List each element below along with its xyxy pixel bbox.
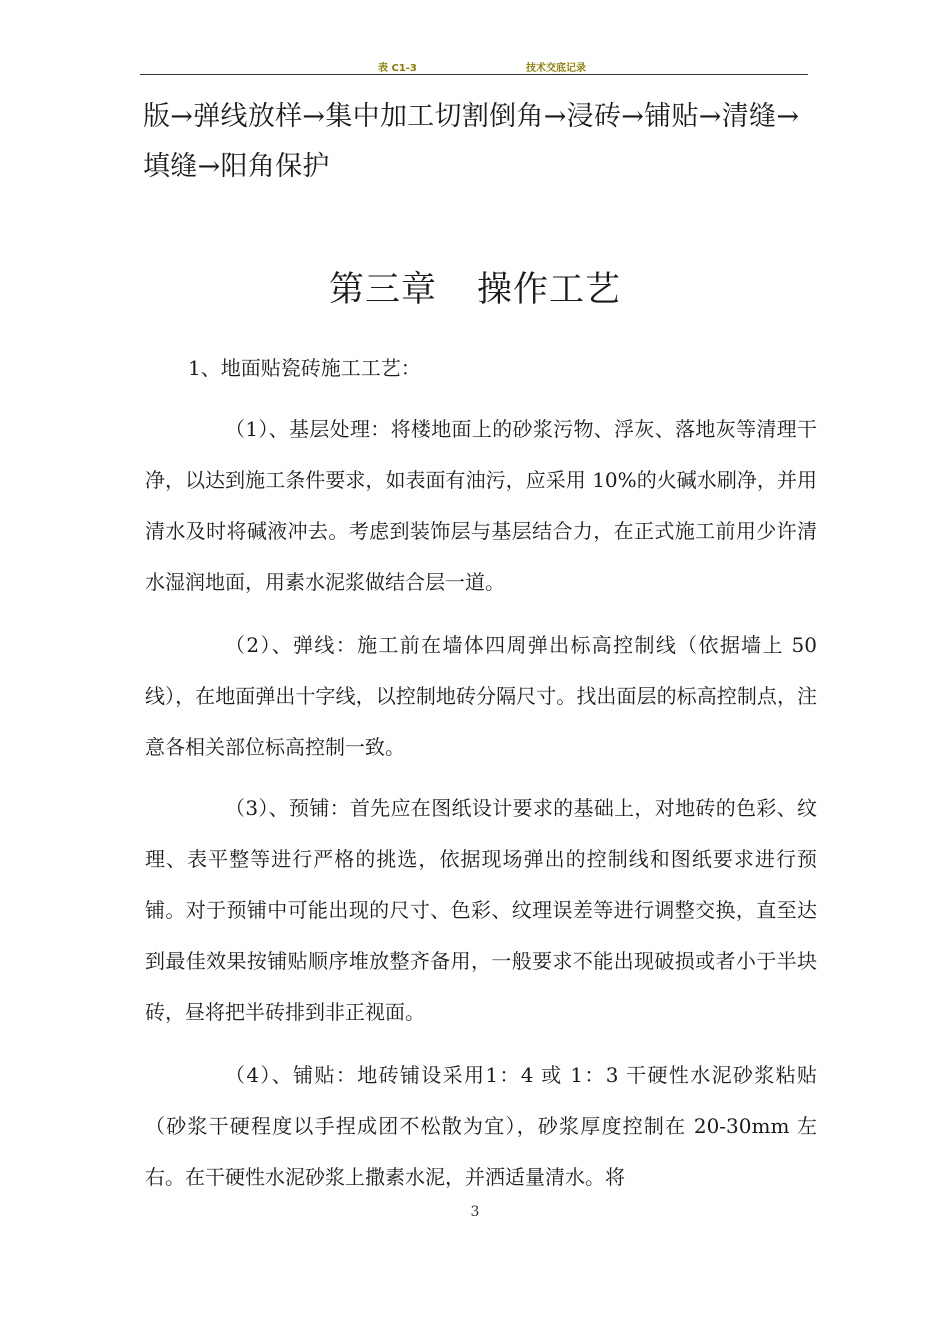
paragraph-base-treatment: [145, 404, 817, 608]
chapter-heading: [0, 266, 950, 314]
process-flow-text: 版→弹线放样→集中加工切割倒角→浸砖→铺贴→清缝→填缝→阳角保护: [143, 101, 800, 182]
paragraph-tiling: [145, 1050, 817, 1203]
form-code: 表 C1-3: [378, 63, 417, 74]
chapter-number: 第三章: [328, 270, 437, 310]
paragraph-text: （2）、弹线：施工前在墙体四周弹出标高控制线（依据墙上 50 线），在地面弹出十字线，以控制地砖分隔尺寸。找出面层的标高控制点，注意各相关部位标高控制一致。: [145, 633, 817, 759]
paragraph-pre-laying: [145, 783, 817, 1038]
chapter-title: 操作工艺: [477, 270, 622, 310]
page-number: 3: [470, 1204, 480, 1220]
paragraph-text: （1）、基层处理：将楼地面上的砂浆污物、浮灰、落地灰等清理干净，以达到施工条件要求，如表面有油污，应采用 10%的火碱水刷净，并用清水及时将碱液冲去。考虑到装饰层与基层结合力，在正式施工前用少许清水湿润地面，用素水泥浆做结合层一道。: [145, 417, 817, 594]
paragraph-line-marking: [145, 620, 817, 773]
paragraph-text: （4）、铺贴：地砖铺设采用1：4 或 1：3 干硬性水泥砂浆粘贴（砂浆干硬程度以手捏成团不松散为宜），砂浆厚度控制在 20-30mm 左右。在干硬性水泥砂浆上撒素水泥，并洒适量清水。将: [145, 1063, 817, 1189]
paragraph-text: （3）、预铺：首先应在图纸设计要求的基础上，对地砖的色彩、纹理、表平整等进行严格的挑选，依据现场弹出的控制线和图纸要求进行预铺。对于预铺中可能出现的尺寸、色彩、纹理误差等进行调整交换，直至达到最佳效果按铺贴顺序堆放整齐备用，一般要求不能出现破损或者小于半块砖，昼将把半砖排到非正视面。: [145, 796, 817, 1024]
page-header: [140, 56, 808, 75]
form-title: 技术交底记录: [526, 63, 586, 74]
section-title: 1、地面贴瓷砖施工工艺：: [188, 356, 421, 380]
